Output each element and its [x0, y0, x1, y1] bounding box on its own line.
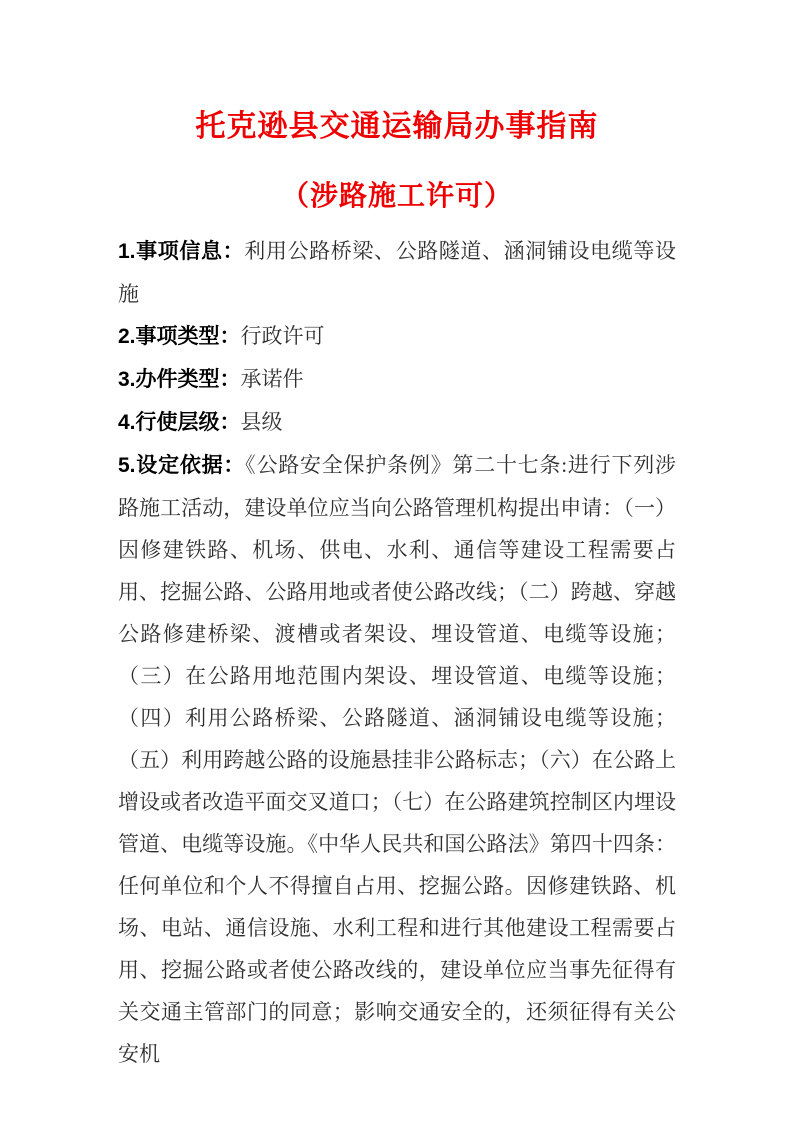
guide-item-5	[118, 444, 676, 1075]
item-3-value: 承诺件	[240, 367, 304, 391]
page-subtitle: （涉路施工许可）	[280, 181, 513, 212]
guide-item-1	[118, 230, 676, 315]
item-5-label: 5.设定依据：	[118, 454, 246, 477]
item-5-value: 《公路安全保护条例》第二十七条:进行下列涉路施工活动，建设单位应当向公路管理机构提出申请：（一）因修建铁路、机场、供电、水利、通信等建设工程需要占用、挖掘公路、公路用地或者使公路改线；（二）跨越、穿越公路修建桥梁、渡槽或者架设、埋设管道、电缆等设施；（三）在公路用地范围内架设、埋设管道、电缆等设施；（四）利用公路桥梁、公路隧道、涵洞铺设电缆等设施；（五）利用跨越公路的设施悬挂非公路标志；（六）在公路上增设或者改造平面交叉道口；（七）在公路建筑控制区内埋设管道、电缆等设施。《中华人民共和国公路法》第四十四条：任何单位和个人不得擅自占用、挖掘公路。因修建铁路、机场、电站、通信设施、水利工程和进行其他建设工程需要占用、挖掘公路或者使公路改线的，建设单位应当事先征得有关交通主管部门的同意；影响交通安全的，还须征得有关公安机	[118, 453, 676, 1066]
guide-items	[118, 230, 676, 1075]
item-4-value: 县级	[240, 410, 283, 434]
guide-item-2	[118, 315, 676, 358]
document-content	[118, 0, 676, 1075]
item-2-label: 2.事项类型：	[118, 325, 241, 348]
page-title: 托克逊县交通运输局办事指南	[195, 110, 599, 143]
guide-item-4	[118, 401, 676, 444]
guide-item-3	[118, 358, 676, 401]
item-3-label: 3.办件类型：	[118, 368, 241, 391]
item-4-label: 4.行使层级：	[118, 411, 241, 434]
item-1-label: 1.事项信息：	[118, 240, 245, 263]
item-1-value: 利用公路桥梁、公路隧道、涵洞铺设电缆等设施	[118, 239, 677, 306]
item-2-value: 行政许可	[240, 324, 325, 348]
